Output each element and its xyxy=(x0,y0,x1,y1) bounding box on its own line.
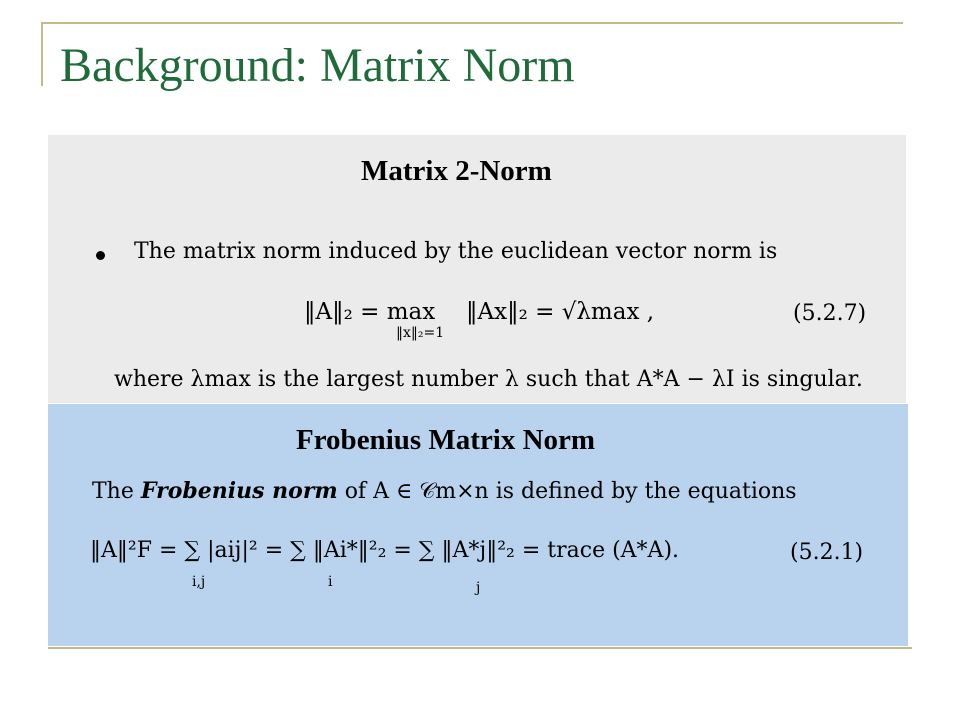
frobenius-norm-panel xyxy=(48,404,908,646)
slide-title: Background: Matrix Norm xyxy=(60,39,575,92)
equation-max-subscript: ‖x‖₂=1 xyxy=(396,325,445,341)
equation-number-521: (5.2.1) xyxy=(790,540,864,565)
definition-prefix: The xyxy=(92,479,134,504)
title-frame-top xyxy=(41,22,903,24)
equation-number-527: (5.2.7) xyxy=(793,301,867,326)
where-text: where λmax is the largest number λ such that A*A − λI is singular. xyxy=(114,367,863,392)
frobenius-equation: ‖A‖²F = ∑ |aij|² = ∑ ‖Ai*‖²₂ = ∑ ‖A*j‖²₂ = trace (A*A). xyxy=(90,538,680,563)
bullet-text: The matrix norm induced by the euclidean vector norm is xyxy=(134,239,778,264)
sum-index-i: i xyxy=(328,574,333,590)
bottom-rule xyxy=(48,647,912,649)
sum-index-j: j xyxy=(476,580,481,596)
matrix-2-norm-heading: Matrix 2-Norm xyxy=(361,155,552,187)
matrix-2-norm-panel xyxy=(48,135,906,403)
equation-rhs: ‖Ax‖₂ = √λmax , xyxy=(466,299,655,325)
definition-term: Frobenius norm xyxy=(140,478,338,504)
bullet-dot xyxy=(96,251,105,260)
title-frame-left xyxy=(41,22,43,86)
sum-index-ij: i,j xyxy=(192,574,206,590)
frobenius-heading: Frobenius Matrix Norm xyxy=(296,424,596,456)
frobenius-definition xyxy=(92,478,797,504)
definition-suffix: of A ∈ 𝒞m×n is defined by the equations xyxy=(344,479,797,504)
equation-lhs: ‖A‖₂ = max xyxy=(304,299,436,325)
